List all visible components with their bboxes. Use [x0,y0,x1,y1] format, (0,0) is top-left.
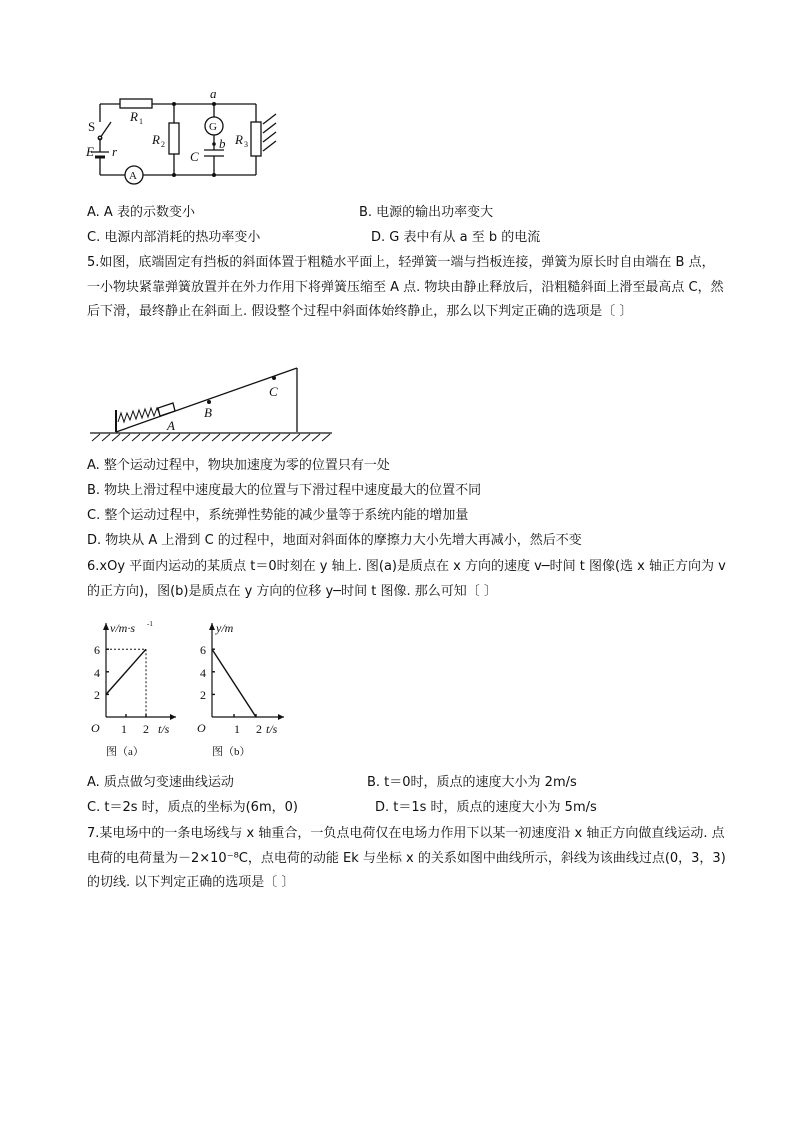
r2-resistor [169,123,179,154]
graph-a-y-label: v/m·s [110,621,135,635]
circuit-diagram [80,86,290,190]
label-r2: R [152,132,160,147]
q6-option-b: B. t＝0时，质点的速度大小为 2m/s [367,775,577,790]
switch-s [100,122,111,138]
graph-a-x-tick-1: 1 [121,722,127,736]
incline-diagram [88,362,336,444]
label-point-c: C [269,384,278,399]
graph-a-caption: 图（a） [106,746,144,758]
label-point-a: A [167,418,175,433]
graph-b-y-tick-6: 6 [200,643,206,657]
q6-stem: 6.xOy 平面内运动的某质点 t＝0时刻在 y 轴上. 图(a)是质点在 x 方向的速度 v─时间 t 图像(选 x 轴正方向为 v 的正方向)，图(b)是质点在 y 方向的位移 y─时间 t 图像. 那么可知〔 〕 [87,559,726,599]
q5-option-b: B. 物块上滑过程中速度最大的位置与下滑过程中速度最大的位置不同 [87,483,482,498]
q4-option-c: C. 电源内部消耗的热功率变小 [87,230,261,245]
label-g: G [209,121,217,133]
graph-b-series-line [212,649,256,717]
graph-a-y-tick-6: 6 [94,643,100,657]
graph-a-y-tick-4: 4 [94,666,100,680]
graph-b-x-label: t/s [266,722,278,736]
graph-a-origin: O [91,721,100,735]
label-r: r [112,144,118,159]
label-a: a [210,86,217,101]
label-r1-sub: 1 [139,117,143,126]
graph-b [192,617,297,762]
graph-b-y-label: y/m [216,621,234,635]
graph-b-x-tick-1: 1 [234,722,240,736]
label-r1: R [130,109,138,124]
label-point-b: B [204,405,212,420]
q5-stem: 5.如图，底端固定有挡板的斜面体置于粗糙水平面上，轻弹簧一端与挡板连接，弹簧为原长时自由端在 B 点，一小物块紧靠弹簧放置并在外力作用下将弹簧压缩至 A 点. 物块由静止释放后，沿粗糙斜面上滑至最高点 C，然后下滑，最终静止在斜面上. 假设整个过程中斜面体始终静止，那么以下判定正确的选项是〔 〕 [87,255,724,319]
q7-stem: 7.某电场中的一条电场线与 x 轴重合，一负点电荷仅在电场力作用下以某一初速度沿 x 轴正方向做直线运动. 点电荷的电荷量为－2×10⁻⁸C，点电荷的动能 Ek 与坐标 x 的关系如图中曲线所示，斜线为该曲线过点(0，3，3)的切线. 以下判定正确的选项是〔 〕 [87,826,726,890]
q5-option-d: D. 物块从 A 上滑到 C 的过程中，地面对斜面体的摩擦力大小先增大再减小，然后不变 [87,533,582,548]
label-r2-sub: 2 [161,140,165,149]
graph-b-origin: O [197,721,206,735]
graph-a [86,617,186,762]
graph-a-y-tick-2: 2 [94,688,100,702]
graph-a-x-label: t/s [158,722,170,736]
graph-b-y-tick-4: 4 [200,666,206,680]
q6-option-d: D. t＝1s 时，质点的速度大小为 5m/s [375,800,597,815]
label-s: S [88,119,96,134]
q6-option-c: C. t＝2s 时，质点的坐标为(6m，0) [87,800,298,815]
q4-option-d: D. G 表中有从 a 至 b 的电流 [371,230,541,245]
graph-b-y-tick-2: 2 [200,688,206,702]
graph-b-x-tick-2: 2 [256,722,262,736]
r3-resistor [251,122,261,156]
q5-option-c: C. 整个运动过程中，系统弹性势能的减少量等于系统内能的增加量 [87,508,469,523]
graph-a-x-tick-2: 2 [143,722,149,736]
label-b: b [219,136,226,151]
label-r3: R [235,132,243,147]
label-e: E [86,144,94,159]
graph-a-y-label-sup: -1 [147,620,153,628]
label-c: C [190,149,199,164]
label-r3-sub: 3 [244,140,248,149]
q5-option-a: A. 整个运动过程中，物块加速度为零的位置只有一处 [87,458,390,473]
r1-resistor [120,99,152,108]
q4-option-b: B. 电源的输出功率变大 [359,205,494,220]
label-ammeter: A [129,170,137,182]
graph-a-series-line [106,649,146,694]
q6-option-a: A. 质点做匀变速曲线运动 [87,775,234,790]
graph-b-caption: 图（b） [212,746,251,758]
q4-option-a: A. A 表的示数变小 [87,205,195,220]
